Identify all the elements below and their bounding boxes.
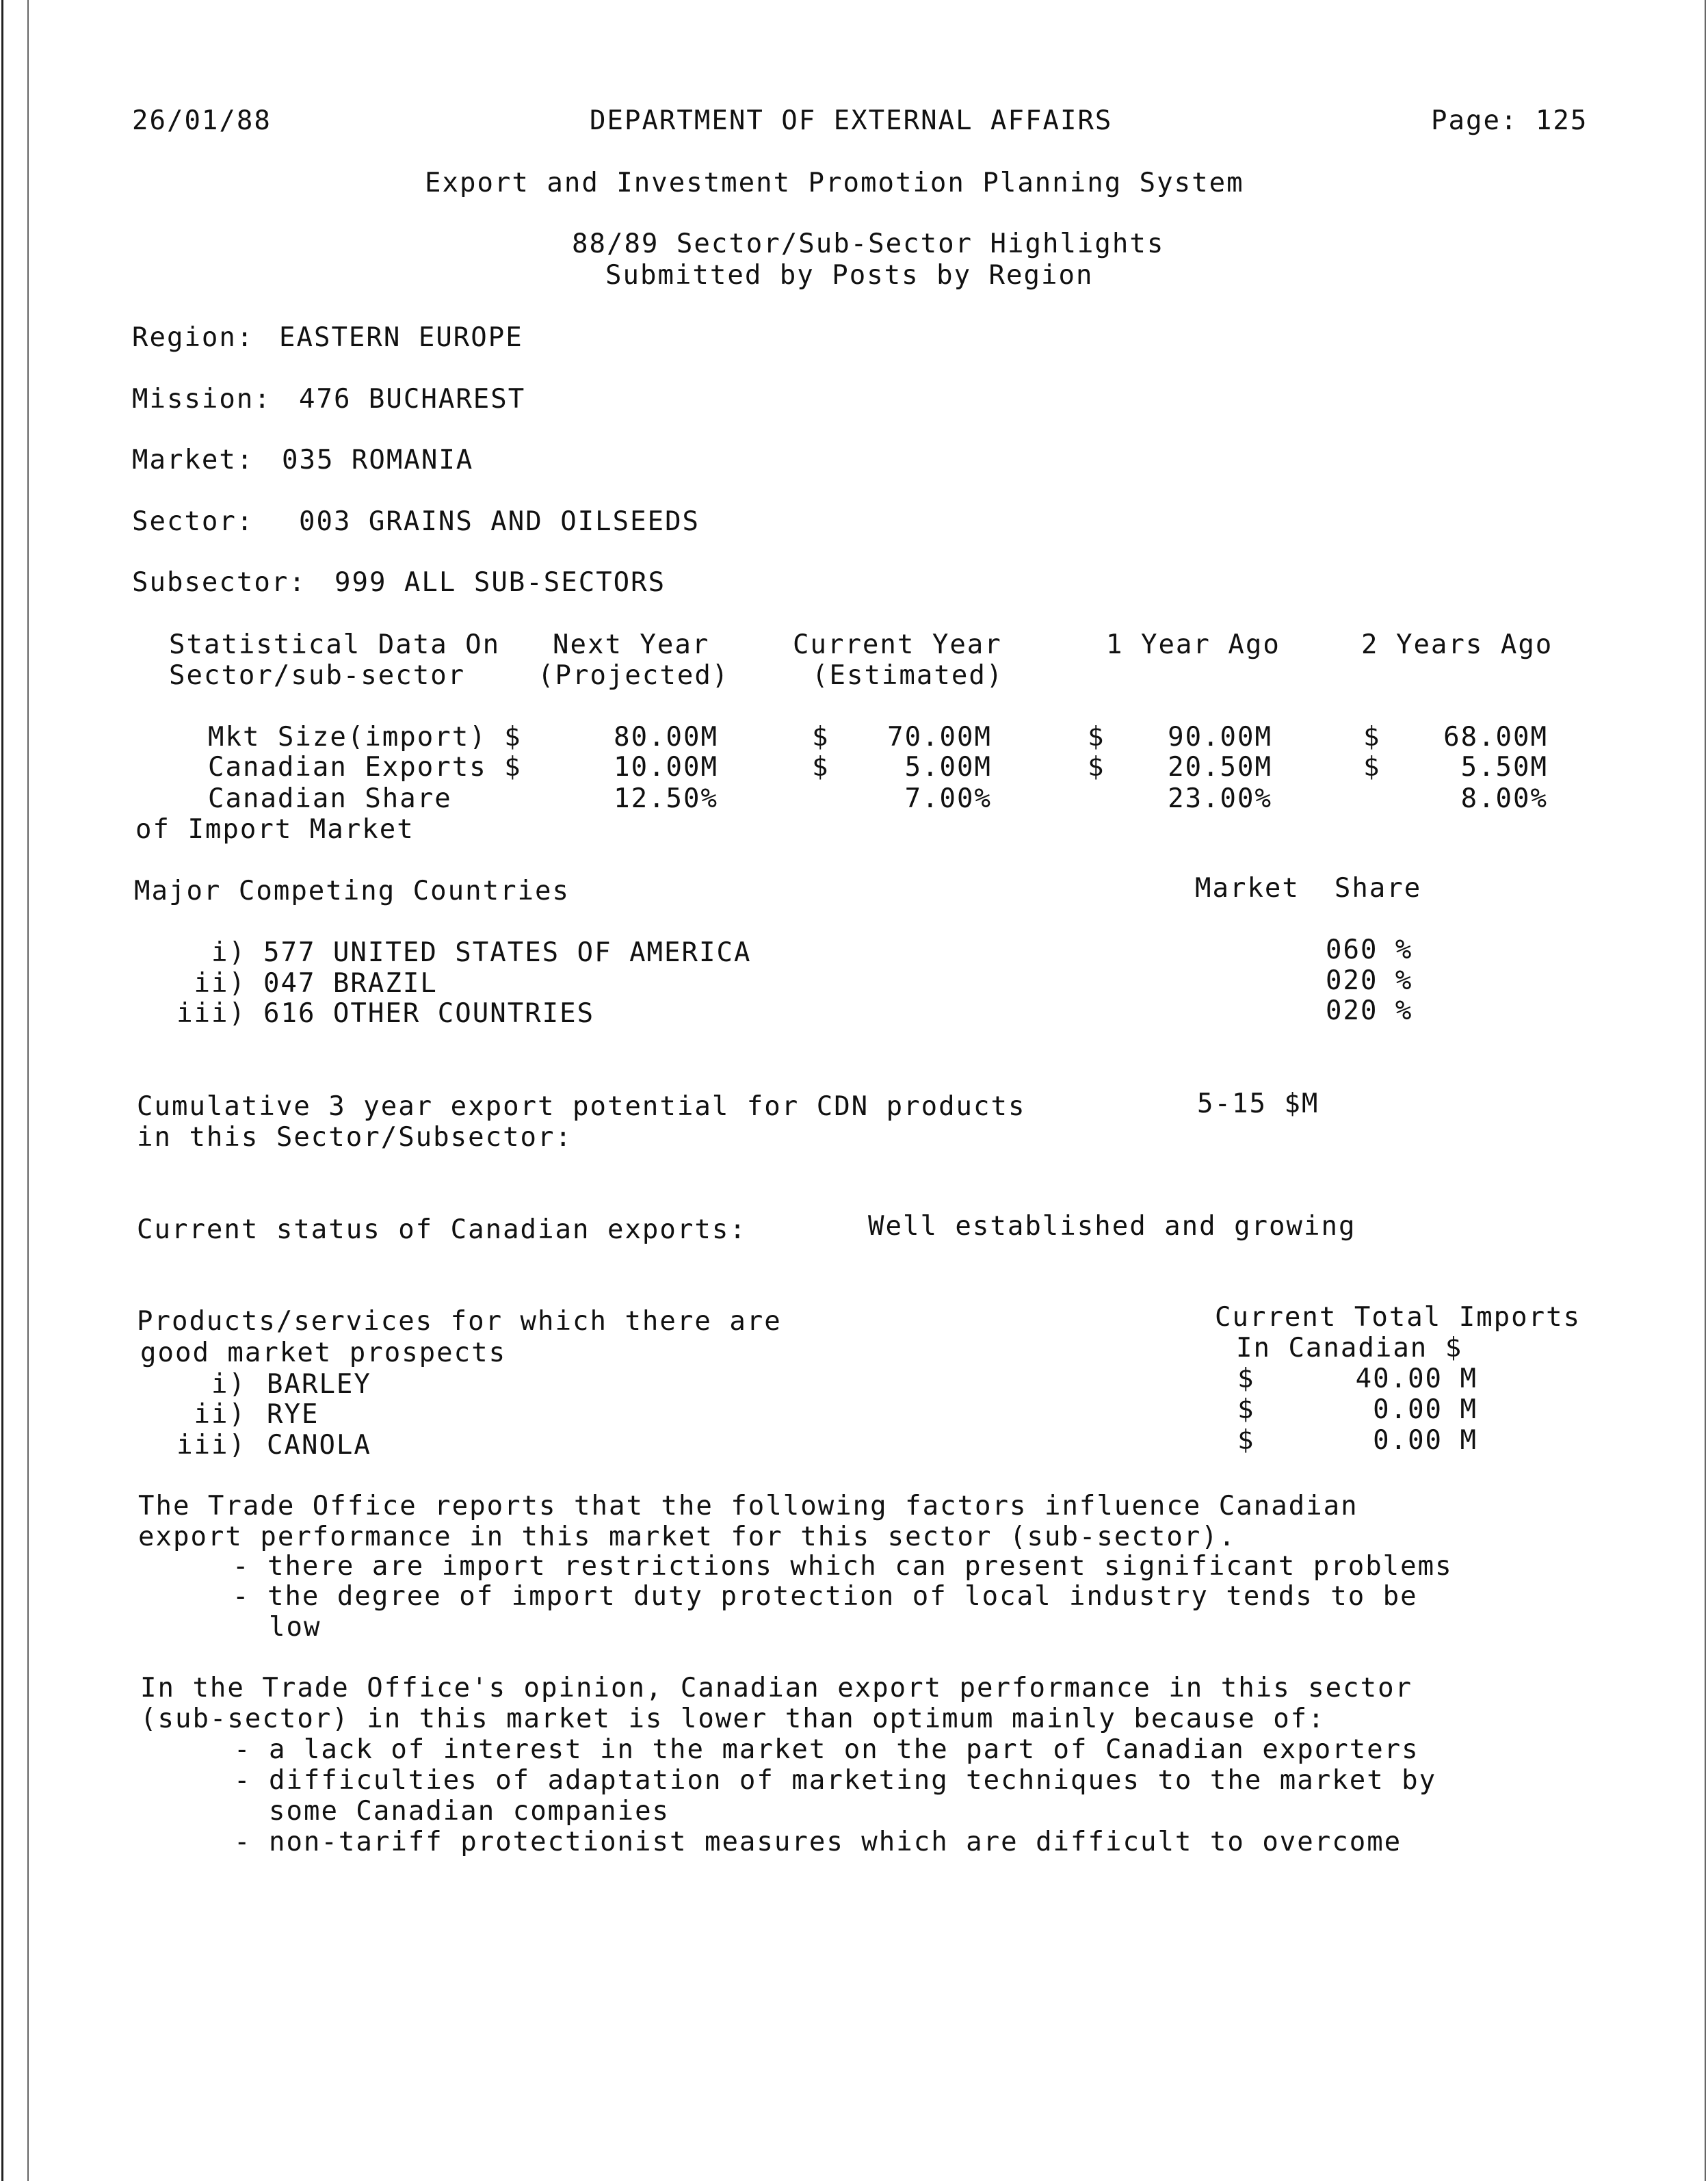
- competitors-title: Major Competing Countries: [134, 876, 570, 906]
- col-next-year: Next Year: [553, 629, 710, 660]
- page-number: Page: 125: [1431, 105, 1588, 136]
- imports-header2: In Canadian $: [1236, 1333, 1463, 1363]
- competitor-2-share: 020 %: [1326, 965, 1413, 996]
- row-mkt-size-label: Mkt Size(import) $: [208, 722, 522, 753]
- imports-header1: Current Total Imports: [1215, 1302, 1581, 1333]
- system-name: Export and Investment Promotion Planning System: [425, 168, 1244, 198]
- mkt-size-currency-2: $: [1088, 722, 1105, 753]
- exports-currency-2: $: [1088, 752, 1105, 783]
- market-label: Market:: [132, 445, 254, 475]
- left-edge-line-inner: [27, 0, 29, 2181]
- opinion-bullet-3: - non-tariff protectionist measures which are difficult to overcome: [234, 1827, 1402, 1857]
- competitor-3-num: iii): [176, 998, 246, 1029]
- exports-currency-3: $: [1363, 752, 1381, 783]
- prospect-1-amount: 40.00 M: [1355, 1363, 1477, 1394]
- mkt-size-next-year: 80.00M: [614, 722, 718, 753]
- potential-line2: in this Sector/Subsector:: [137, 1122, 573, 1153]
- right-edge-line: [1705, 0, 1706, 2181]
- factors-intro-line1: The Trade Office reports that the following factors influence Canadian: [138, 1491, 1358, 1522]
- status-label: Current status of Canadian exports:: [137, 1214, 747, 1245]
- col-next-year-sub: (Projected): [538, 660, 730, 691]
- opinion-intro-line1: In the Trade Office's opinion, Canadian export performance in this sector: [140, 1673, 1413, 1703]
- potential-line1: Cumulative 3 year export potential for CDN products: [137, 1091, 1026, 1122]
- mission-label: Mission:: [132, 384, 272, 415]
- exports-currency-1: $: [812, 752, 830, 783]
- row-share-label-cont: of Import Market: [135, 814, 415, 845]
- market-share-header: Market Share: [1195, 873, 1422, 904]
- prospect-2-currency: $: [1237, 1394, 1255, 1425]
- competitor-3-name: 616 OTHER COUNTRIES: [263, 998, 595, 1029]
- report-date: 26/01/88: [132, 105, 272, 136]
- competitor-2-name: 047 BRAZIL: [263, 968, 438, 999]
- share-2-years-ago: 8.00%: [1460, 783, 1548, 814]
- share-current-year: 7.00%: [904, 783, 992, 814]
- mkt-size-currency-1: $: [812, 722, 830, 753]
- row-share-label: Canadian Share: [208, 783, 452, 814]
- share-1-year-ago: 23.00%: [1168, 783, 1272, 814]
- prospect-3-name: CANOLA: [267, 1430, 371, 1461]
- opinion-bullet-2: - difficulties of adaptation of marketing techniques to the market by: [234, 1765, 1437, 1796]
- report-title: 88/89 Sector/Sub-Sector Highlights: [572, 228, 1165, 259]
- status-value: Well established and growing: [868, 1211, 1356, 1242]
- opinion-intro-line2: (sub-sector) in this market is lower than optimum mainly because of:: [140, 1703, 1326, 1734]
- prospect-1-currency: $: [1237, 1363, 1255, 1394]
- col-current-year-sub: (Estimated): [812, 660, 1004, 691]
- factor-bullet-2-cont: low: [269, 1612, 321, 1643]
- competitor-1-num: i): [211, 937, 246, 968]
- mkt-size-current-year: 70.00M: [887, 722, 992, 753]
- prospect-3-num: iii): [176, 1430, 246, 1461]
- region-label: Region:: [132, 322, 254, 353]
- opinion-bullet-2-cont: some Canadian companies: [269, 1796, 670, 1827]
- competitor-2-num: ii): [194, 968, 246, 999]
- prospect-1-num: i): [211, 1369, 246, 1400]
- region-value: EASTERN EUROPE: [279, 322, 523, 353]
- prospect-2-num: ii): [194, 1399, 246, 1430]
- subsector-label: Subsector:: [132, 567, 306, 598]
- mission-value: 476 BUCHAREST: [299, 384, 526, 415]
- sector-value: 003 GRAINS AND OILSEEDS: [299, 506, 700, 537]
- prospect-1-name: BARLEY: [267, 1369, 371, 1400]
- report-subtitle: Submitted by Posts by Region: [605, 260, 1094, 291]
- prospects-line1: Products/services for which there are: [137, 1306, 782, 1337]
- factor-bullet-1: - there are import restrictions which can present significant problems: [233, 1551, 1453, 1582]
- mkt-size-1-year-ago: 90.00M: [1168, 722, 1272, 753]
- stats-header-line2: Sector/sub-sector: [169, 660, 466, 691]
- mkt-size-2-years-ago: 68.00M: [1443, 722, 1548, 753]
- department-name: DEPARTMENT OF EXTERNAL AFFAIRS: [590, 105, 1113, 136]
- market-value: 035 ROMANIA: [282, 445, 474, 475]
- left-edge-line: [1, 0, 3, 2181]
- opinion-bullet-1: - a lack of interest in the market on the part of Canadian exporters: [234, 1734, 1419, 1765]
- prospects-line2: good market prospects: [140, 1337, 507, 1368]
- stats-header-line1: Statistical Data On: [169, 629, 501, 660]
- exports-next-year: 10.00M: [614, 752, 718, 783]
- exports-1-year-ago: 20.50M: [1168, 752, 1272, 783]
- subsector-value: 999 ALL SUB-SECTORS: [334, 567, 666, 598]
- factor-bullet-2: - the degree of import duty protection of local industry tends to be: [233, 1581, 1418, 1612]
- prospect-2-amount: 0.00 M: [1373, 1394, 1477, 1425]
- competitor-3-share: 020 %: [1326, 995, 1413, 1026]
- sector-label: Sector:: [132, 506, 254, 537]
- competitor-1-name: 577 UNITED STATES OF AMERICA: [263, 937, 752, 968]
- factors-intro-line2: export performance in this market for this sector (sub-sector).: [138, 1522, 1237, 1552]
- share-next-year: 12.50%: [614, 783, 718, 814]
- prospect-3-currency: $: [1237, 1425, 1255, 1456]
- exports-current-year: 5.00M: [904, 752, 992, 783]
- potential-value: 5-15 $M: [1197, 1088, 1319, 1119]
- exports-2-years-ago: 5.50M: [1460, 752, 1548, 783]
- col-current-year: Current Year: [793, 629, 1002, 660]
- mkt-size-currency-3: $: [1363, 722, 1381, 753]
- col-1-year-ago: 1 Year Ago: [1106, 629, 1280, 660]
- prospect-3-amount: 0.00 M: [1373, 1425, 1477, 1456]
- competitor-1-share: 060 %: [1326, 935, 1413, 965]
- col-2-years-ago: 2 Years Ago: [1361, 629, 1553, 660]
- row-exports-label: Canadian Exports $: [208, 752, 522, 783]
- prospect-2-name: RYE: [267, 1399, 319, 1430]
